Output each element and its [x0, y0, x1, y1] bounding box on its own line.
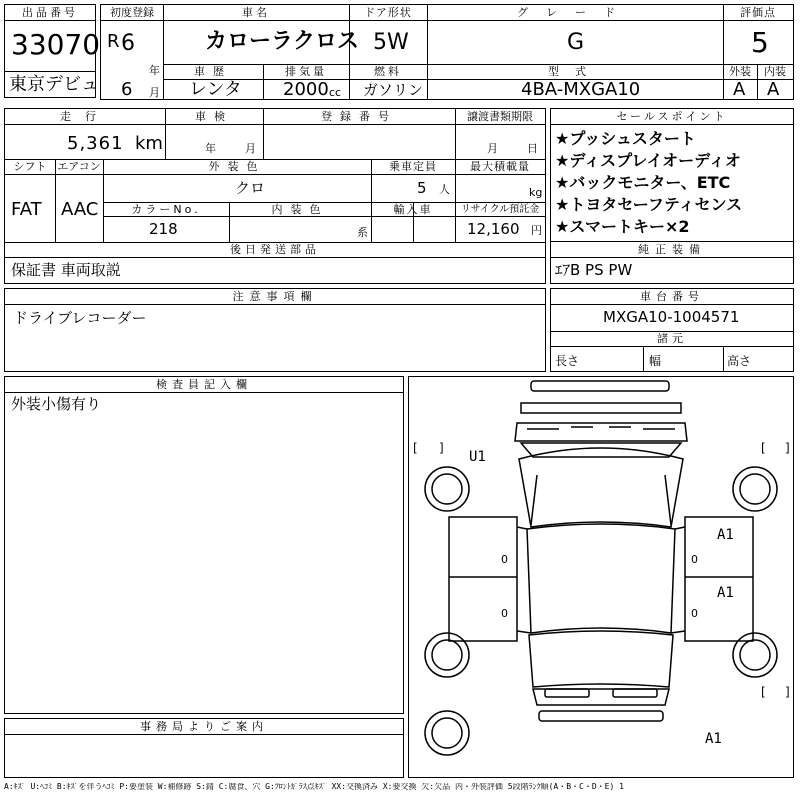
shift-value: FAT [11, 199, 42, 220]
height-label: 高さ [727, 354, 752, 368]
sales-point: ★バックモニター、ETC [555, 173, 731, 192]
car-name: カローラクロス [205, 29, 360, 54]
chassis-label: 車台番号 [640, 290, 704, 303]
first-reg-year: 6 [121, 31, 135, 56]
exterior-label: 外装 [729, 65, 751, 78]
bracket: [ [413, 441, 418, 455]
vehicle-info-box [100, 4, 794, 100]
displacement-label: 排気量 [285, 65, 327, 78]
ext-color-label: 外装色 [208, 160, 266, 173]
int-color-unit: 系 [357, 226, 368, 239]
interior-score: A [767, 79, 780, 100]
int-color-label: 内装色 [271, 203, 329, 216]
bracket: ] [439, 441, 444, 455]
chassis-box [550, 288, 794, 372]
color-no-label: カラーNo. [131, 203, 201, 216]
bracket: [ [761, 685, 766, 699]
lot-label: 出品番号 [5, 5, 95, 21]
mileage-value: 5,361 [67, 133, 124, 154]
load-unit: kg [529, 186, 543, 199]
grade-label: グレード [517, 6, 633, 19]
era-prefix: R [107, 31, 120, 52]
lot-box [4, 4, 101, 98]
length-label: 長さ [555, 354, 580, 368]
recycle-label: リサイクル預託金 [460, 204, 540, 215]
recycle-value: 12,160 [467, 220, 520, 238]
damage-mark-a1: A1 [705, 731, 722, 747]
ac-label: エアコン [57, 160, 101, 173]
damage-mark-u1: U1 [469, 449, 486, 465]
equipment-box [550, 241, 794, 284]
ac-value: AAC [61, 199, 99, 220]
transfer-month: 月 [487, 142, 498, 155]
panel-zero: 0 [501, 607, 508, 620]
history-label: 車歴 [194, 65, 232, 78]
inspector-value: 外装小傷有り [11, 395, 102, 413]
model-value: 4BA-MXGA10 [521, 79, 641, 100]
interior-label: 内装 [764, 65, 786, 78]
sales-point: ★トヨタセーフティセンス [555, 195, 743, 214]
notes-box [4, 288, 546, 372]
displacement-unit: cc [329, 86, 342, 99]
panel-zero: 0 [501, 553, 508, 566]
score-value: 5 [751, 26, 769, 59]
sales-point: ★スマートキー×2 [555, 217, 690, 236]
spec-box [4, 108, 546, 284]
recycle-unit: 円 [531, 224, 542, 237]
later-parts-label: 後日発送部品 [230, 243, 320, 256]
year-unit: 年 [149, 64, 160, 77]
width-label: 幅 [649, 354, 662, 368]
transfer-label: 譲渡書類期限 [467, 110, 533, 123]
mileage-unit: km [135, 133, 163, 154]
first-reg-month: 6 [121, 79, 133, 100]
notes-label: 注意事項欄 [5, 289, 545, 305]
load-label: 最大積載量 [470, 160, 530, 173]
grade-value: G [567, 30, 585, 55]
dims-label: 諸元 [657, 332, 687, 345]
car-name-label: 車名 [242, 6, 270, 19]
history-value: レンタ [189, 79, 242, 100]
mileage-label: 走行 [60, 110, 110, 123]
bracket: ] [785, 441, 790, 455]
exterior-score: A [733, 79, 746, 100]
chassis-value: MXGA10-1004571 [603, 308, 740, 326]
bracket: [ [761, 441, 766, 455]
inspector-box [4, 376, 404, 714]
shift-label: シフト [13, 160, 47, 173]
capacity-unit: 人 [439, 183, 450, 196]
reg-no-label: 登録番号 [321, 110, 397, 123]
inspection-year: 年 [205, 142, 216, 155]
inspection-label: 車検 [195, 110, 233, 123]
displacement-value: 2000 [283, 79, 329, 100]
sales-points-label: セールスポイント [551, 109, 793, 125]
debut-label: 東京デビュ [9, 74, 99, 95]
fuel-label: 燃料 [374, 65, 402, 78]
inspection-month: 月 [245, 142, 256, 155]
first-reg-label: 初度登録 [110, 6, 154, 19]
sales-points-box [550, 108, 794, 242]
office-label: 事務局よりご案内 [5, 719, 403, 735]
notes-value: ドライブレコーダー [13, 309, 147, 327]
fuel-value: ガソリン [363, 81, 424, 99]
lot-number: 33070 [11, 28, 101, 61]
damage-diagram-box [408, 376, 794, 778]
bracket: ] [785, 685, 790, 699]
damage-legend: A:ｷｽﾞ U:ﾍｺﾐ B:ｷｽﾞを伴うﾍｺﾐ P:要塗装 W:補修跡 S:錆 C:腐食、穴 G:ﾌﾛﾝﾄｶﾞﾗｽ点ｷｽﾞ XX:交換済み X:要交換 欠:欠品 内・外装評価 5段階ﾗﾝｸ順(A・B・C・D・E) 1 [4, 783, 624, 791]
import-label: 輸入車 [393, 203, 433, 216]
capacity-label: 乗車定員 [389, 160, 437, 173]
damage-mark-a1: A1 [717, 585, 734, 601]
model-label: 型式 [548, 65, 602, 78]
transfer-day: 日 [527, 142, 538, 155]
later-parts-value: 保証書 車両取説 [11, 261, 121, 279]
inspector-label: 検査員記入欄 [5, 377, 403, 393]
door-label: ドア形状 [364, 6, 412, 19]
equipment-label: 純正装備 [551, 242, 793, 258]
color-no-value: 218 [149, 220, 178, 238]
panel-zero: 0 [691, 607, 698, 620]
door-value: 5W [373, 30, 409, 55]
ext-color-value: クロ [235, 179, 266, 197]
score-label: 評価点 [740, 6, 776, 19]
car-diagram [409, 377, 793, 777]
sales-point: ★ディスプレイオーディオ [555, 151, 741, 170]
month-unit: 月 [149, 86, 160, 99]
office-box [4, 718, 404, 778]
damage-mark-a1: A1 [717, 527, 734, 543]
panel-zero: 0 [691, 553, 698, 566]
capacity-value: 5 [417, 179, 427, 197]
sales-point: ★プッシュスタート [555, 129, 696, 148]
equipment-value: ｴｱB PS PW [555, 261, 633, 279]
